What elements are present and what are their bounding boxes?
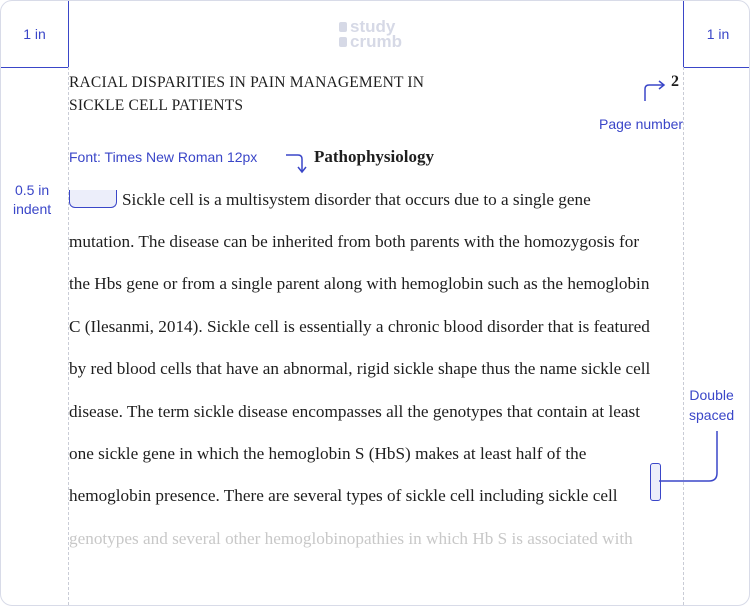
indent-label-line: indent <box>13 201 52 217</box>
right-margin-label: 1 in <box>706 26 730 42</box>
body-line: by red blood cells that have an abnormal, rigid sickle shape thus the name sickle cell <box>69 359 651 378</box>
body-line: disease. The term sickle disease encompasses all the genotypes that contain at least <box>69 402 640 421</box>
right-margin-guide <box>683 67 684 605</box>
running-head <box>69 71 424 117</box>
logo-mark-icon <box>339 22 347 32</box>
indent-label <box>13 181 51 219</box>
logo-line1: study <box>350 17 396 36</box>
body-line: the Hbs gene or from a single parent along with hemoglobin such as the hemoglobin <box>69 274 650 293</box>
page-number-label: Page number <box>599 116 684 132</box>
right-margin-marker <box>683 1 750 68</box>
body-line: one sickle gene in which the hemoglobin S (HbS) makes at least half of the <box>69 444 587 463</box>
body-line: C (Ilesanmi, 2014). Sickle cell is essentially a chronic blood disorder that is featured <box>69 317 650 336</box>
page-number: 2 <box>671 73 679 90</box>
left-margin-label: 1 in <box>23 26 46 42</box>
indent-marker <box>69 190 117 208</box>
page-number-arrow-icon <box>639 75 669 105</box>
body-line: mutation. The disease can be inherited from both parents with the homozygosis for <box>69 232 640 251</box>
running-head-line: SICKLE CELL PATIENTS <box>69 97 244 114</box>
double-spaced-label <box>689 385 734 425</box>
section-heading: Pathophysiology <box>314 147 434 166</box>
logo-mark-icon <box>339 37 347 47</box>
double-spaced-connector-icon <box>657 429 721 489</box>
left-margin-marker <box>1 1 69 68</box>
running-head-line: RACIAL DISPARITIES IN PAIN MANAGEMENT IN <box>69 74 425 91</box>
double-spaced-line: spaced <box>689 407 735 423</box>
logo-line2: crumb <box>350 32 402 51</box>
body-line: hemoglobin presence. There are several types of sickle cell including sickle cell <box>69 486 618 505</box>
font-arrow-icon <box>284 149 310 177</box>
studycrumb-logo <box>339 19 402 49</box>
body-line: Sickle cell is a multisystem disorder that occurs due to a single gene <box>122 190 591 209</box>
body-line: genotypes and several other hemoglobinopathies in which Hb S is associated with <box>69 529 633 548</box>
indent-label-line: 0.5 in <box>14 182 50 198</box>
double-spaced-line: Double <box>689 387 734 403</box>
font-label: Font: Times New Roman 12px <box>69 149 258 165</box>
